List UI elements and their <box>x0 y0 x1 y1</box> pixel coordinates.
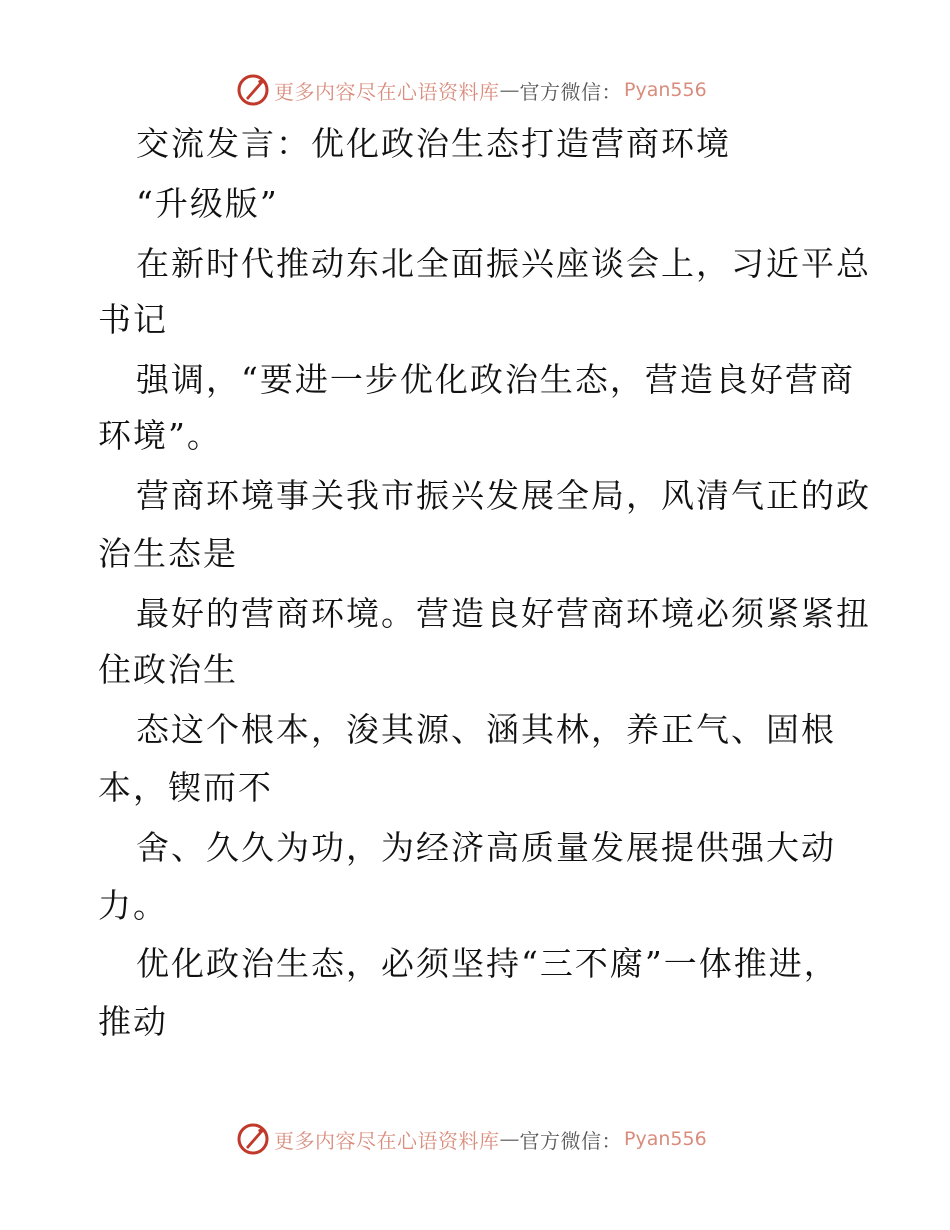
doc-line: 力。 <box>98 886 168 925</box>
banner-text: 更多内容尽在心语资料库 <box>274 79 500 104</box>
doc-line: 书记 <box>98 300 168 339</box>
doc-line: 态这个根本，浚其源、涵其林，养正气、固根 <box>136 710 836 749</box>
doc-line: 环境”。 <box>98 416 222 455</box>
doc-line: 营商环境事关我市振兴发展全局，风清气正的政 <box>136 476 871 515</box>
doc-line: 舍、久久为功，为经济高质量发展提供强大动 <box>136 828 836 867</box>
doc-line: 治生态是 <box>98 534 238 573</box>
doc-line: 本，锲而不 <box>98 768 273 807</box>
header-watermark <box>236 72 716 108</box>
doc-line: 强调，“要进一步优化政治生态，营造良好营商 <box>136 360 855 399</box>
banner-wechat-label: 官方微信： <box>519 79 622 104</box>
footer-watermark <box>236 1121 716 1157</box>
doc-title-line-1: 交流发言：优化政治生态打造营商环境 <box>136 124 731 163</box>
quill-logo-icon <box>236 1122 270 1156</box>
doc-line: 推动 <box>98 1002 168 1041</box>
doc-title-line-2: “升级版” <box>136 184 279 223</box>
doc-line: 最好的营商环境。营造良好营商环境必须紧紧扭 <box>136 594 871 633</box>
banner-wechat-id: Pyan556 <box>624 1128 707 1150</box>
quill-logo-icon <box>236 73 270 107</box>
banner-text: 更多内容尽在心语资料库 <box>274 1128 500 1153</box>
doc-line: 优化政治生态，必须坚持“三不腐”一体推进， <box>136 944 839 983</box>
doc-line: 在新时代推动东北全面振兴座谈会上，习近平总 <box>136 244 871 283</box>
banner-separator: — <box>499 78 520 102</box>
banner-wechat-id: Pyan556 <box>624 79 707 101</box>
banner-separator: — <box>499 1127 520 1151</box>
banner-wechat-label: 官方微信： <box>519 1128 622 1153</box>
doc-line: 住政治生 <box>98 650 238 689</box>
